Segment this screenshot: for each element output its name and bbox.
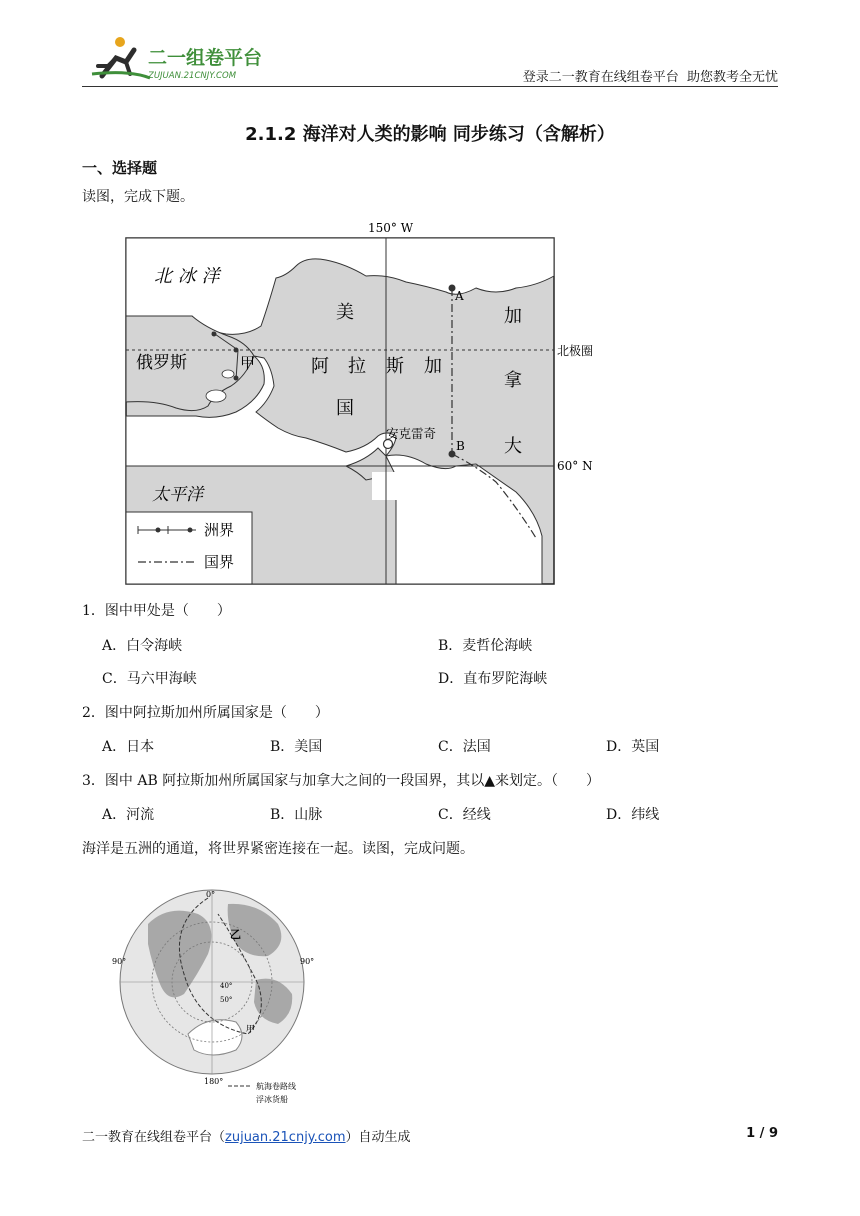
globe-label-40: 40°	[220, 982, 233, 990]
runner-logo-icon	[90, 36, 280, 82]
question-1-option-a[interactable]: A．白令海峡	[102, 638, 183, 654]
footer-link[interactable]: zujuan.21cnjy.com	[225, 1130, 346, 1145]
page-title: 2.1.2 海洋对人类的影响 同步练习（含解析）	[245, 124, 615, 145]
intro-text-1: 读图，完成下题。	[82, 189, 194, 205]
map-label-alaska-2: 拉	[348, 356, 366, 377]
map-label-arctic-circle: 北极圈	[557, 344, 594, 358]
page-number: 1 / 9	[746, 1126, 778, 1141]
map-label-russia: 俄罗斯	[136, 353, 187, 373]
intro-text-2: 海洋是五洲的通道，将世界紧密连接在一起。读图，完成问题。	[82, 841, 474, 857]
question-1-option-b[interactable]: B．麦哲伦海峡	[438, 638, 533, 654]
map-label-alaska-3: 斯	[386, 356, 404, 377]
footer-suffix: ）自动生成	[345, 1130, 411, 1145]
question-3-option-c[interactable]: C．经线	[438, 807, 491, 823]
logo	[90, 36, 280, 82]
logo-url: ZUJUAN.21CNJY.COM	[148, 71, 237, 81]
question-1-option-d[interactable]: D．直布罗陀海峡	[438, 671, 548, 687]
map-label-canada-1: 加	[504, 306, 522, 327]
globe-legend-ice: 浮冰货船	[256, 1095, 288, 1104]
question-1-stem: 1．图中甲处是（ ）	[82, 603, 231, 619]
question-2-option-b[interactable]: B．美国	[270, 739, 323, 755]
question-3-stem: 3．图中 AB 阿拉斯加州所属国家与加拿大之间的一段国界，其以▲来划定。（ ）	[82, 773, 600, 789]
globe-label-jia: 甲	[246, 1025, 256, 1035]
question-3-option-a[interactable]: A．河流	[102, 807, 155, 823]
map-label-usa-guo: 国	[336, 398, 354, 419]
globe-label-0: 0°	[206, 890, 216, 899]
globe-legend-route: 航海卷路线	[256, 1082, 296, 1091]
question-2-option-d[interactable]: D．英国	[606, 739, 660, 755]
question-2-option-a[interactable]: A．日本	[102, 739, 155, 755]
question-3-option-d[interactable]: D．纬线	[606, 807, 660, 823]
question-1-option-c[interactable]: C．马六甲海峡	[102, 671, 197, 687]
map-label-arctic-ocean: 北 冰 洋	[154, 266, 220, 287]
map-label-150w: 150° W	[368, 221, 414, 235]
globe-label-90-right: 90°	[300, 957, 315, 966]
logo-text: 二一组卷平台	[148, 47, 263, 69]
legend-continent-label: 洲界	[204, 521, 235, 539]
map-label-pacific: 太平洋	[152, 485, 203, 505]
globe-label-yi: 乙	[230, 928, 241, 941]
map-label-alaska-1: 阿	[311, 356, 329, 377]
footer-prefix: 二一教育在线组卷平台（	[82, 1130, 226, 1145]
alaska-map	[96, 216, 594, 588]
question-2-stem: 2．图中阿拉斯加州所属国家是（ ）	[82, 705, 329, 721]
polar-globe-figure	[108, 884, 338, 1110]
globe-label-180: 180°	[204, 1077, 224, 1086]
header-divider	[82, 86, 778, 87]
map-label-canada-2: 拿	[504, 370, 522, 391]
question-3-option-b[interactable]: B．山脉	[270, 807, 323, 823]
map-label-alaska-4: 加	[424, 356, 442, 377]
map-label-jia: 甲	[240, 354, 256, 372]
map-label-60n: 60° N	[557, 459, 593, 473]
legend-border-label: 国界	[204, 553, 235, 571]
map-label-anchorage: 安克雷奇	[386, 426, 437, 441]
map-label-point-b: B	[456, 439, 465, 453]
question-2-option-c[interactable]: C．法国	[438, 739, 491, 755]
globe-label-90-left: 90°	[112, 957, 127, 966]
footer-left	[82, 1126, 411, 1145]
header-tagline: 登录二一教育在线组卷平台 助您教考全无忧	[522, 70, 778, 85]
globe-label-50: 50°	[220, 996, 233, 1004]
map-label-point-a: A	[455, 289, 464, 303]
map-label-canada-3: 大	[504, 436, 522, 457]
section-heading: 一、选择题	[82, 159, 158, 177]
map-label-usa-mei: 美	[336, 302, 354, 323]
